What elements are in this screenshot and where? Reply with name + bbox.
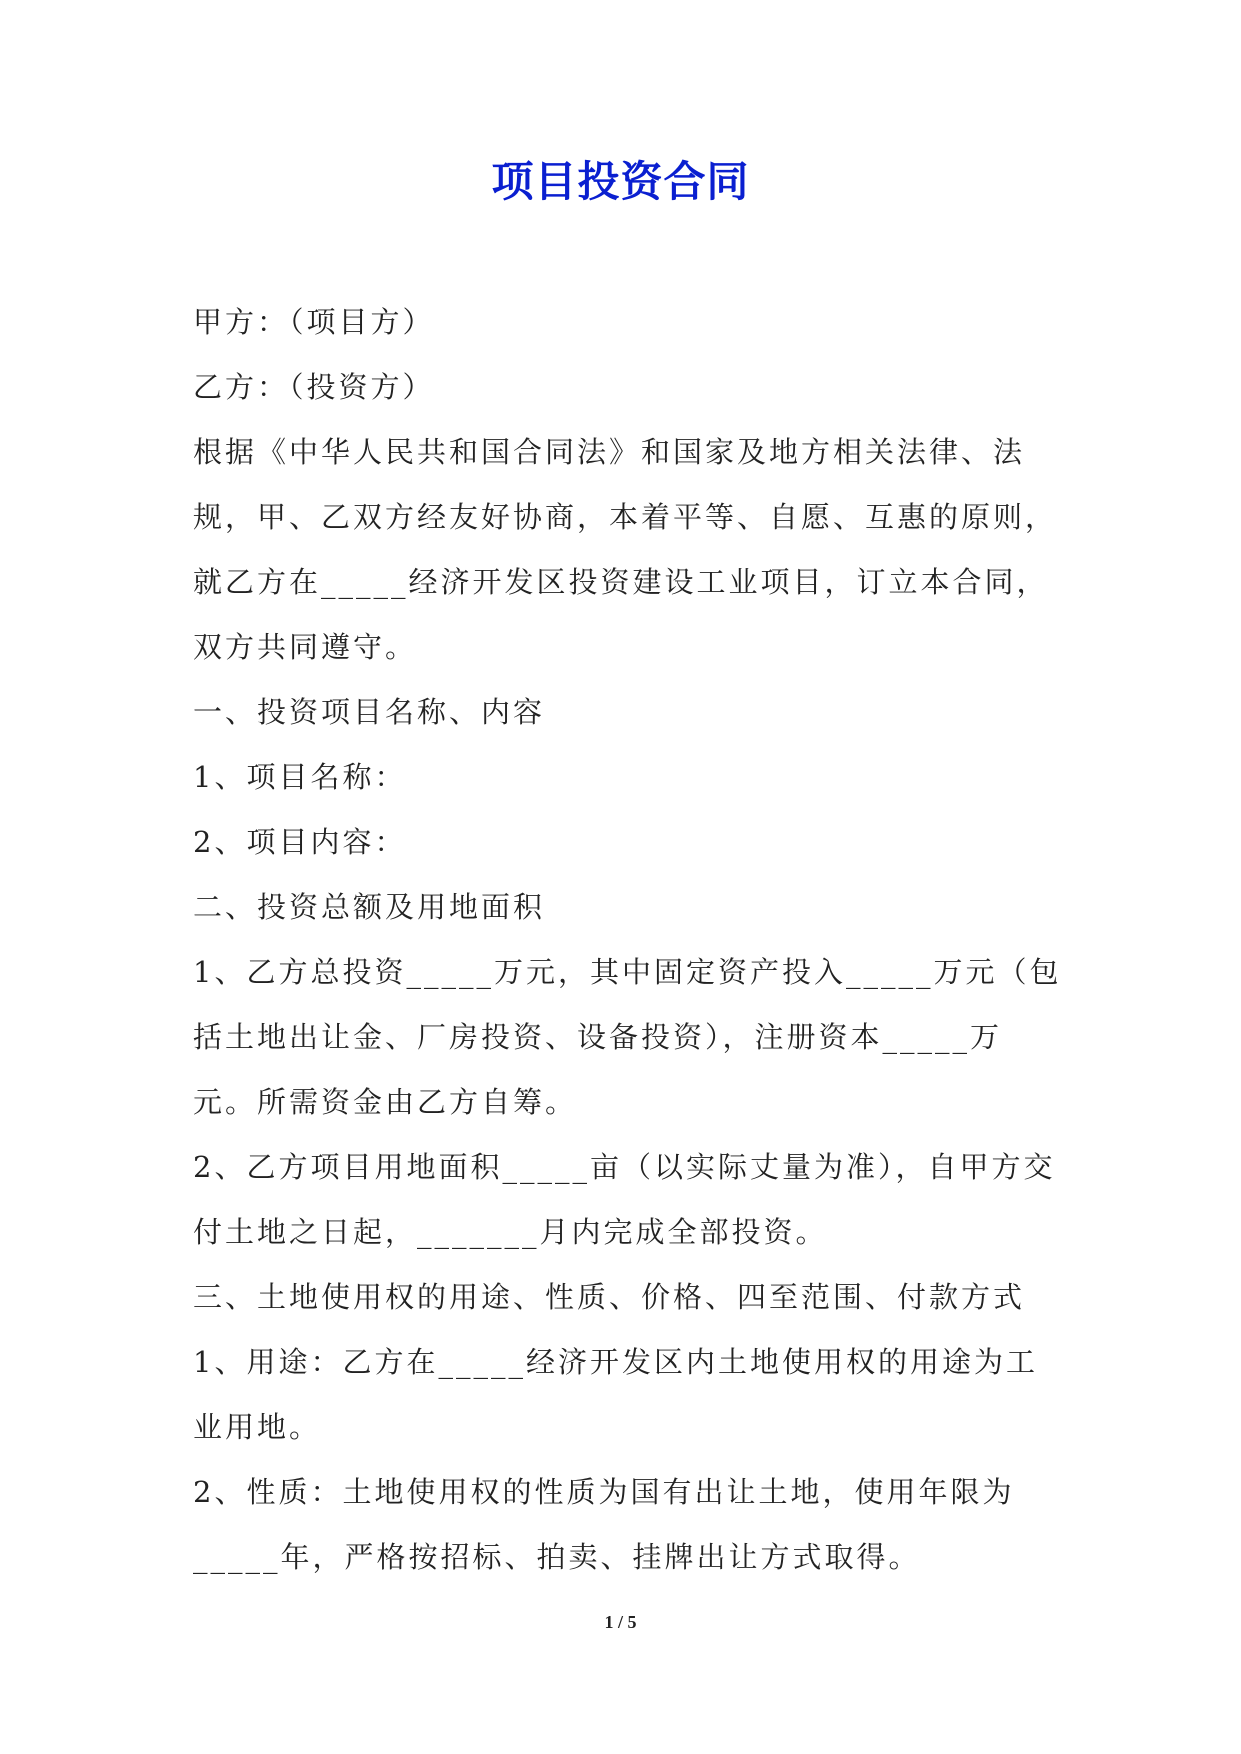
- clause-1-1: 1、项目名称：: [193, 760, 407, 794]
- clause-1-2: 2、项目内容：: [193, 825, 407, 859]
- clause-3-2: 2、性质：土地使用权的性质为国有出让土地，使用年限为_____年，严格按招标、拍卖、挂牌出让方式取得。: [193, 1475, 1015, 1574]
- clause-3-1: 1、用途：乙方在_____经济开发区内土地使用权的用途为工业用地。: [193, 1345, 1038, 1444]
- party-a-line: 甲方：（项目方）: [193, 305, 435, 339]
- preamble-paragraph: 根据《中华人民共和国合同法》和国家及地方相关法律、法规，甲、乙双方经友好协商，本着平等、自愿、互惠的原则，就乙方在_____经济开发区投资建设工业项目，订立本合同，双方共同遵守。: [193, 435, 1058, 664]
- document-title: 项目投资合同: [491, 157, 750, 206]
- document-body: [193, 290, 1063, 1590]
- clause-2-1: 1、乙方总投资_____万元，其中固定资产投入_____万元（包括土地出让金、厂房投资、设备投资），注册资本_____万元。所需资金由乙方自筹。: [193, 955, 1062, 1119]
- party-b-line: 乙方：（投资方）: [193, 370, 435, 404]
- section-heading-2: 二、投资总额及用地面积: [193, 890, 546, 924]
- section-heading-3: 三、土地使用权的用途、性质、价格、四至范围、付款方式: [193, 1280, 1026, 1314]
- clause-2-2: 2、乙方项目用地面积_____亩（以实际丈量为准），自甲方交付土地之日起，_______月内完成全部投资。: [193, 1150, 1056, 1249]
- page-number: 1 / 5: [604, 1612, 637, 1632]
- section-heading-1: 一、投资项目名称、内容: [193, 695, 546, 729]
